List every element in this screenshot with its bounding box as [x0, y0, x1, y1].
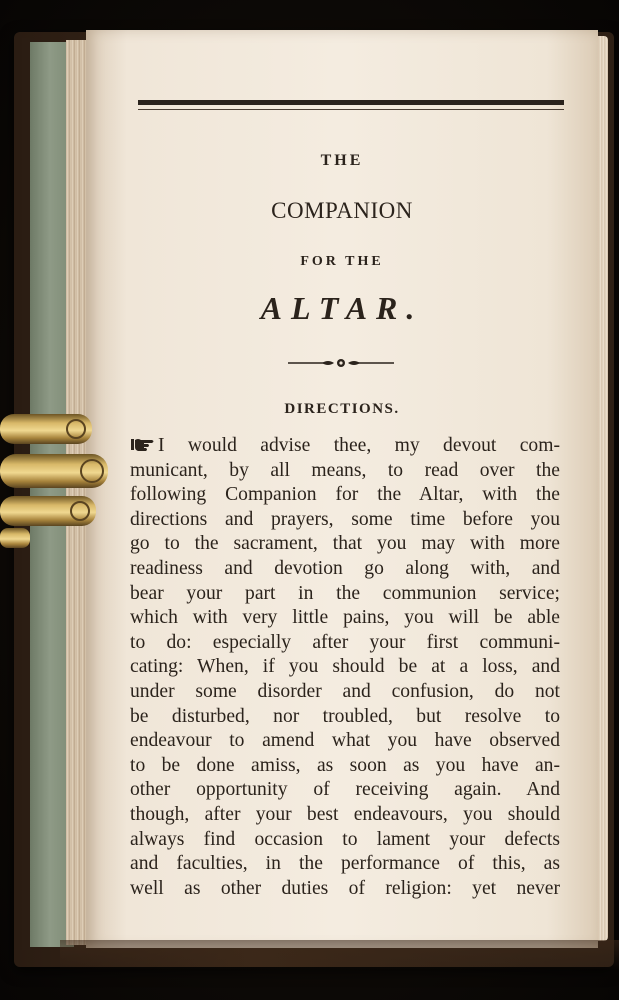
body-line-text: I would advise thee, my devout com-	[158, 435, 560, 456]
body-line: go to the sacrament, that you may with more	[130, 533, 560, 555]
body-line: be disturbed, nor troubled, but resolve to	[130, 705, 560, 727]
ornament-divider-icon	[288, 356, 394, 370]
top-rule	[138, 100, 564, 105]
body-line: always find occasion to lament your defects	[130, 828, 560, 850]
title-the: THE	[320, 152, 364, 169]
body-paragraph	[130, 434, 560, 901]
body-line: following Companion for the Altar, with the	[130, 484, 560, 506]
brass-clip	[0, 412, 112, 552]
body-line: directions and prayers, some time before you	[130, 508, 560, 530]
body-line: though, after your best endeavours, you should	[130, 803, 560, 825]
title-altar: ALTAR.	[260, 290, 424, 326]
body-line: endeavour to amend what you have observed	[130, 730, 560, 752]
pointing-hand-icon	[130, 435, 156, 453]
heading-directions: DIRECTIONS.	[284, 401, 400, 417]
body-line: which with very little pains, you will be able	[130, 607, 560, 629]
body-line: cating: When, if you should be at a loss, and	[130, 656, 560, 678]
body-line: other opportunity of receiving again. And	[130, 779, 560, 801]
body-line: readiness and devotion go along with, and	[130, 557, 560, 579]
body-line	[130, 434, 560, 459]
body-line: under some disorder and confusion, do not	[130, 680, 560, 702]
body-line: and faculties, in the performance of this, as	[130, 853, 560, 875]
title-for-the: FOR THE	[300, 254, 384, 269]
body-line: bear your part in the communion service;	[130, 582, 560, 604]
body-line: well as other duties of religion: yet never	[130, 877, 560, 899]
body-line: to be done amiss, as soon as you have an-	[130, 754, 560, 776]
body-line: to do: especially after your first communi-	[130, 631, 560, 653]
body-line: municant, by all means, to read over the	[130, 459, 560, 481]
top-rule-thin	[138, 109, 564, 110]
page-bottom-shadow	[60, 940, 619, 970]
title-companion: COMPANION	[271, 198, 413, 223]
